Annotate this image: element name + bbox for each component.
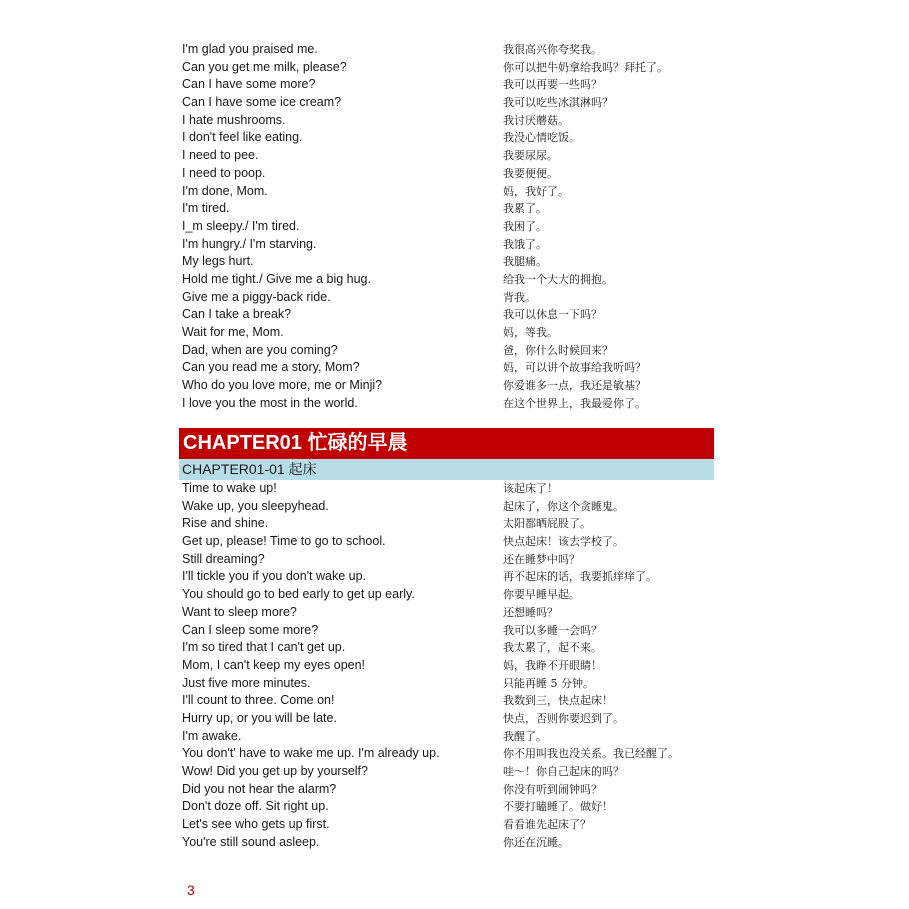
- chinese-translation: 我数到三，快点起床！: [503, 694, 613, 708]
- chinese-translation: 爸，你什么时候回来？: [503, 343, 613, 357]
- english-phrase: Want to sleep more?: [182, 604, 297, 619]
- english-phrase: Wow! Did you get up by yourself?: [182, 764, 368, 778]
- chinese-translation: 我醒了。: [503, 729, 547, 743]
- english-phrase: Still dreaming?: [182, 551, 265, 566]
- english-phrase: Don't doze off. Sit right up.: [182, 799, 329, 814]
- phrase-row: [182, 480, 722, 498]
- phrase-row: [182, 781, 722, 799]
- phrase-list-top: [182, 41, 722, 412]
- phrase-row: [182, 377, 722, 395]
- chinese-translation: 你不用叫我也没关系。我已经醒了。: [503, 747, 679, 761]
- chinese-translation: 快点，否则你要迟到了。: [503, 711, 624, 725]
- english-phrase: Hurry up, or you will be late.: [182, 710, 337, 725]
- chinese-translation: 你要早睡早起。: [503, 588, 580, 602]
- phrase-row: [182, 675, 722, 693]
- chinese-translation: 我可以吃些冰淇淋吗？: [503, 96, 613, 110]
- english-phrase: Wait for me, Mom.: [182, 325, 284, 339]
- english-phrase: Just five more minutes.: [182, 675, 311, 690]
- phrase-row: [182, 129, 722, 147]
- chinese-translation: 我累了。: [503, 202, 547, 216]
- phrase-row: [182, 59, 722, 77]
- phrase-row: [182, 218, 722, 236]
- chinese-translation: 只能再睡 5 分钟。: [503, 676, 594, 690]
- phrase-row: [182, 533, 722, 551]
- phrase-row: [182, 94, 722, 112]
- phrase-row: [182, 324, 722, 342]
- phrase-row: [182, 306, 722, 324]
- english-phrase: Get up, please! Time to go to school.: [182, 534, 386, 549]
- phrase-row: [182, 112, 722, 130]
- english-phrase: Can I sleep some more?: [182, 622, 319, 637]
- english-phrase: You should go to bed early to get up early.: [182, 587, 415, 602]
- english-phrase: Can you get me milk, please?: [182, 59, 347, 74]
- chinese-translation: 我要尿尿。: [503, 149, 558, 163]
- phrase-row: [182, 816, 722, 834]
- chinese-translation: 你还在沉睡。: [503, 835, 569, 849]
- english-phrase: Dad, when are you coming?: [182, 342, 338, 357]
- chinese-translation: 哇～！你自己起床的吗？: [503, 765, 624, 778]
- phrase-row: [182, 568, 722, 586]
- english-phrase: I don't feel like eating.: [182, 130, 303, 145]
- chinese-translation: 太阳都晒屁股了。: [503, 517, 591, 531]
- phrase-row: [182, 710, 722, 728]
- chinese-translation: 我困了。: [503, 219, 547, 233]
- chinese-translation: 起床了，你这个贪睡鬼。: [503, 499, 624, 513]
- chinese-translation: 我很高兴你夸奖我。: [503, 43, 602, 56]
- chinese-translation: 我讨厌蘑菇。: [503, 113, 569, 127]
- phrase-row: [182, 236, 722, 254]
- chapter-heading: CHAPTER01 忙碌的早晨: [179, 428, 714, 459]
- phrase-row: [182, 515, 722, 533]
- english-phrase: I need to poop.: [182, 165, 266, 180]
- phrase-row: [182, 76, 722, 94]
- chinese-translation: 还想睡吗？: [503, 605, 558, 619]
- chinese-translation: 我可以休息一下吗？: [503, 308, 602, 322]
- english-phrase: I'm so tired that I can't get up.: [182, 640, 346, 655]
- english-phrase: You don't' have to wake me up. I'm already up.: [182, 746, 440, 761]
- english-phrase: Time to wake up!: [182, 481, 277, 495]
- chinese-translation: 看看谁先起床了？: [503, 818, 591, 832]
- chinese-translation: 你可以把牛奶拿给我吗？拜托了。: [503, 60, 668, 74]
- phrase-row: [182, 271, 722, 289]
- english-phrase: Wake up, you sleepyhead.: [182, 498, 329, 513]
- chinese-translation: 我没心情吃饭。: [503, 131, 580, 145]
- english-phrase: I_m sleepy./ I'm tired.: [182, 218, 300, 233]
- english-phrase: Hold me tight./ Give me a big hug.: [182, 271, 371, 286]
- chinese-translation: 我可以再要一些吗？: [503, 78, 602, 92]
- chinese-translation: 妈，我睁不开眼睛！: [503, 658, 602, 672]
- english-phrase: Rise and shine.: [182, 516, 269, 531]
- english-phrase: I'm done, Mom.: [182, 183, 268, 198]
- chinese-translation: 该起床了！: [503, 482, 558, 495]
- english-phrase: I love you the most in the world.: [182, 395, 358, 410]
- english-phrase: I'm tired.: [182, 201, 230, 216]
- chinese-translation: 我太累了，起不来。: [503, 641, 602, 655]
- english-phrase: I'll tickle you if you don't wake up.: [182, 569, 367, 584]
- chinese-translation: 妈，等我。: [503, 326, 558, 339]
- phrase-row: [182, 657, 722, 675]
- chinese-translation: 快点起床！该去学校了。: [503, 535, 624, 549]
- phrase-row: [182, 551, 722, 569]
- chinese-translation: 背我。: [503, 290, 536, 304]
- phrase-row: [182, 342, 722, 360]
- phrase-row: [182, 692, 722, 710]
- chinese-translation: 妈，可以讲个故事给我听吗？: [503, 361, 646, 375]
- phrase-row: [182, 253, 722, 271]
- english-phrase: Can I have some more?: [182, 77, 316, 92]
- chinese-translation: 我腿痛。: [503, 255, 547, 269]
- english-phrase: I'm awake.: [182, 728, 242, 743]
- english-phrase: Let's see who gets up first.: [182, 817, 330, 832]
- chinese-translation: 我要便便。: [503, 166, 558, 180]
- phrase-row: [182, 745, 722, 763]
- phrase-row: [182, 498, 722, 516]
- english-phrase: I'm hungry./ I'm starving.: [182, 236, 317, 251]
- chinese-translation: 我饿了。: [503, 237, 547, 251]
- subchapter-heading: CHAPTER01-01 起床: [179, 459, 714, 480]
- english-phrase: I need to pee.: [182, 148, 259, 163]
- english-phrase: Can you read me a story, Mom?: [182, 360, 360, 375]
- english-phrase: I'm glad you praised me.: [182, 42, 318, 56]
- phrase-row: [182, 395, 722, 413]
- chinese-translation: 在这个世界上，我最爱你了。: [503, 396, 646, 410]
- chinese-translation: 再不起床的话，我要抓痒痒了。: [503, 570, 657, 584]
- chinese-translation: 妈，我好了。: [503, 184, 569, 198]
- english-phrase: You're still sound asleep.: [182, 834, 320, 849]
- phrase-row: [182, 728, 722, 746]
- english-phrase: I'll count to three. Come on!: [182, 693, 335, 708]
- chinese-translation: 给我一个大大的拥抱。: [503, 272, 613, 286]
- phrase-row: [182, 289, 722, 307]
- phrase-row: [182, 165, 722, 183]
- phrase-row: [182, 622, 722, 640]
- english-phrase: Can I take a break?: [182, 307, 292, 322]
- english-phrase: Can I have some ice cream?: [182, 95, 342, 110]
- phrase-row: [182, 200, 722, 218]
- chinese-translation: 还在睡梦中吗？: [503, 552, 580, 566]
- chinese-translation: 我可以多睡一会吗？: [503, 623, 602, 637]
- english-phrase: Who do you love more, me or Minji?: [182, 378, 383, 393]
- phrase-row: [182, 359, 722, 377]
- phrase-row: [182, 41, 722, 59]
- phrase-row: [182, 183, 722, 201]
- english-phrase: Did you not hear the alarm?: [182, 781, 337, 796]
- phrase-row: [182, 763, 722, 781]
- chinese-translation: 你没有听到闹钟吗？: [503, 782, 602, 796]
- phrase-list-wake-up: [182, 480, 722, 851]
- page-number: 3: [187, 882, 195, 898]
- phrase-row: [182, 147, 722, 165]
- english-phrase: My legs hurt.: [182, 254, 254, 269]
- english-phrase: I hate mushrooms.: [182, 112, 286, 127]
- english-phrase: Give me a piggy-back ride.: [182, 289, 331, 304]
- phrase-row: [182, 639, 722, 657]
- chinese-translation: 你爱谁多一点，我还是敏基？: [503, 379, 646, 393]
- phrase-row: [182, 604, 722, 622]
- phrase-row: [182, 798, 722, 816]
- phrase-row: [182, 834, 722, 852]
- phrase-row: [182, 586, 722, 604]
- english-phrase: Mom, I can't keep my eyes open!: [182, 657, 366, 672]
- chinese-translation: 不要打瞌睡了。做好！: [503, 800, 613, 814]
